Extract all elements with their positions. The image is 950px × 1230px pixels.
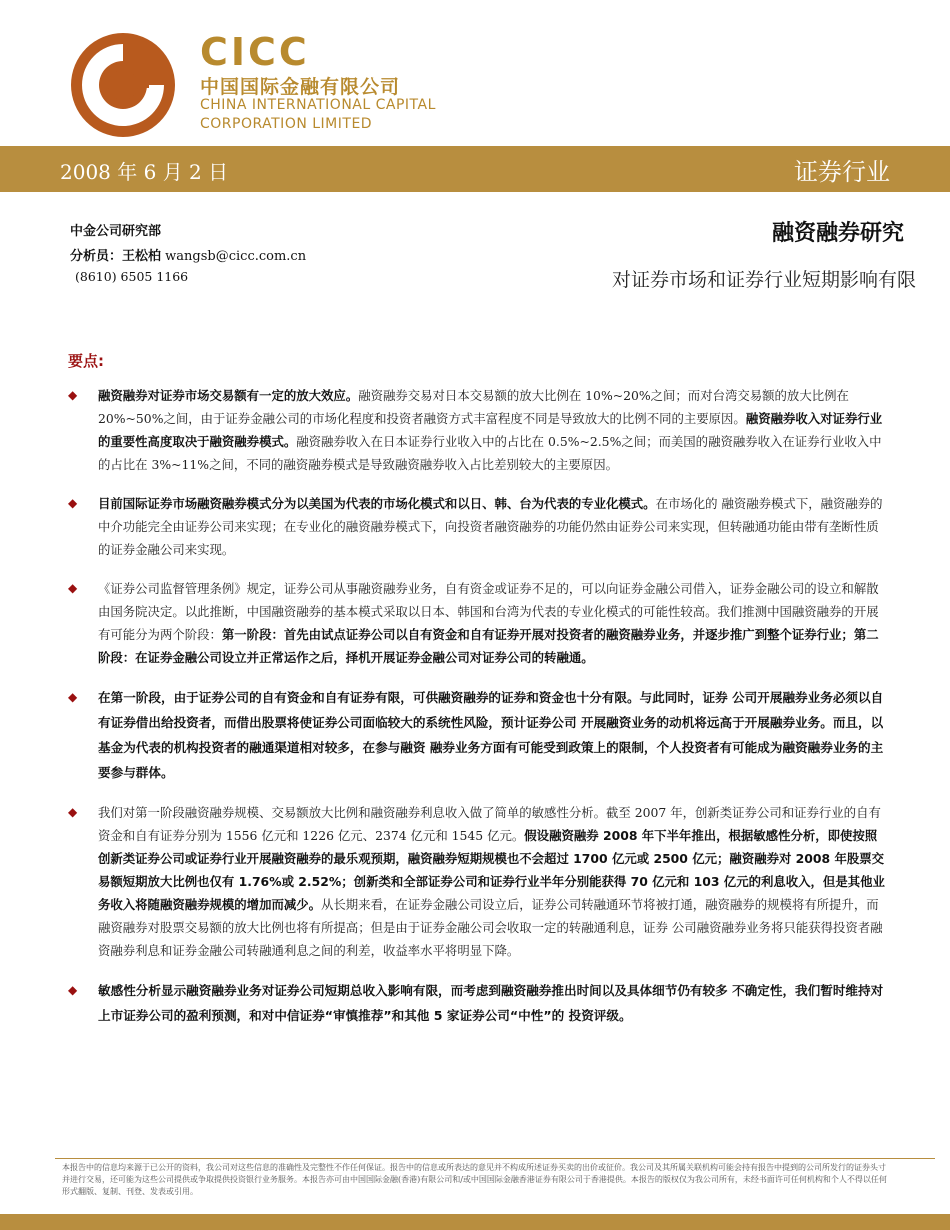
footer-band <box>0 1214 950 1230</box>
diamond-bullet-icon: ◆ <box>68 388 78 402</box>
diamond-bullet-icon: ◆ <box>68 805 78 819</box>
header-band <box>0 146 950 192</box>
analyst-label: 分析员：王松柏 <box>70 249 162 264</box>
diamond-bullet-icon: ◆ <box>68 581 78 595</box>
diamond-bullet-icon: ◆ <box>68 496 78 510</box>
report-title: 融资融券研究 <box>771 221 904 246</box>
cicc-logo-icon <box>68 30 178 140</box>
report-date: 2008 年 6 月 2 日 <box>60 160 229 184</box>
brand-name-en-2: CORPORATION LIMITED <box>200 116 373 132</box>
key-point: ◆ 敏感性分析显示融资融券业务对证券公司短期总收入影响有限，而考虑到融资融券推出时间以及具体细节仍有较多 不确定性，我们暂时维持对上市证券公司的盈利预测，和对中信证券“审慎推荐”和其他 5 家证券公司“中性”的 投资评级。 <box>68 978 888 1028</box>
research-department: 中金公司研究部 <box>70 224 162 239</box>
brand-name-en-1: CHINA INTERNATIONAL CAPITAL <box>200 97 436 113</box>
key-point: ◆ 融资融券对证券市场交易额有一定的放大效应。融资融券交易对日本交易额的放大比例在 10%~20%之间；而对台湾交易额的放大比例在 20%~50%之间，由于证券金融公司的市场化程度和投资者融资方式丰富程度不同是导致放大的比例不同的主要原因。融资融券收入对证券行业的重要性高度取决于融资融券模式。融资融券收入在日本证券行业收入中的占比在 0.5%~2.5%之间；而美国的融资融券收入在证券行业收入中的占比在 3%~11%之间，不同的融资融券模式是导致融资融券收入占比差别较大的主要原因。 <box>68 384 888 476</box>
key-point: ◆ 我们对第一阶段融资融券规模、交易额放大比例和融资融券利息收入做了简单的敏感性分析。截至 2007 年，创新类证券公司和证券行业的自有资金和自有证券分别为 1556 亿元和 1226 亿元、2374 亿元和 1545 亿元。假设融资融券 2008 年下半年推出，根据敏感性分析，即使按照创新类证券公司或证券行业开展融资融券的最乐观预期，融资融券短期规模也不会超过 1700 亿元或 2500 亿元；融资融券对 2008 年股票交易额短期放大比例也仅有 1.76%或 2.52%；创新类和全部证券公司和证券行业半年分别能获得 70 亿元和 103 亿元的利息收入，但是其他业务收入将随融资融券规模的增加而减少。从长期来看，在证券金融公司设立后，证券公司转融通环节将被打通，融资融券的规模将有所提升，而融资融券对股票交易额的放大比例也将有所提高；但是由于证券金融公司会收取一定的转融通利息，证券 公司融资融券业务将只能获得投资者融资融券利息和证券金融公司转融通利息之间的利差，收益率水平将明显下降。 <box>68 801 888 962</box>
disclaimer: 本报告中的信息均来源于已公开的资料，我公司对这些信息的准确性及完整性不作任何保证。报告中的信息或所表达的意见并不构成所述证券买卖的出价或征价。我公司及其所属关联机构可能会持有报告中提到的公司所发行的证券头寸并进行交易，还可能为这些公司提供或争取提供投资银行业务服务。本报告亦可由中国国际金融(香港)有限公司和/或中国国际金融香港证券有限公司于香港提供。本报告的版权仅为我公司所有，未经书面许可任何机构和个人不得以任何形式翻版、复制、刊登、发表或引用。 <box>62 1163 887 1196</box>
sector-label: 证券行业 <box>794 158 890 186</box>
key-point: ◆ 目前国际证券市场融资融券模式分为以美国为代表的市场化模式和以日、韩、台为代表的专业化模式。在市场化的 融资融券模式下，融资融券的中介功能完全由证券公司来实现；在专业化的融资融券模式下，向投资者融资融券的功能仍然由证券公司来实现，但转融通功能由带有垄断性质的证券金融公司来实现。 <box>68 492 888 561</box>
diamond-bullet-icon: ◆ <box>68 983 78 997</box>
brand-name: CICC <box>200 30 310 74</box>
key-point: ◆ 《证券公司监督管理条例》规定，证券公司从事融资融券业务，自有资金或证券不足的，可以向证券金融公司借入，证券金融公司的设立和解散由国务院决定。以此推断，中国融资融券的基本模式采取以日本、韩国和台湾为代表的专业化模式的可能性较高。我们推测中国融资融券的开展有可能分为两个阶段：第一阶段：首先由试点证券公司以自有资金和自有证券开展对投资者的融资融券业务，并逐步推广到整个证券行业；第二阶段：在证券金融公司设立并正常运作之后，择机开展证券金融公司对证券公司的转融通。 <box>68 577 888 669</box>
key-point: ◆ 在第一阶段，由于证券公司的自有资金和自有证券有限，可供融资融券的证券和资金也十分有限。与此同时，证券 公司开展融券业务必须以自有证券借出给投资者，而借出股票将使证券公司面临较大的系统性风险，预计证券公司 开展融资业务的动机将远高于开展融券业务。而且，以基金为代表的机构投资者的融通渠道相对较多，在参与融资 融券业务方面有可能受到政策上的限制，个人投资者有可能成为融资融券业务的主要参与群体。 <box>68 685 888 785</box>
analyst-email: wangsb@cicc.com.cn <box>165 249 307 264</box>
diamond-bullet-icon: ◆ <box>68 690 78 704</box>
key-points-heading: 要点: <box>68 352 104 370</box>
report-subtitle: 对证券市场和证券行业短期影响有限 <box>611 269 916 291</box>
analyst-phone: (8610) 6505 1166 <box>75 269 189 284</box>
key-points <box>68 384 888 1044</box>
brand-name-cn: 中国国际金融有限公司 <box>200 76 401 98</box>
footer-divider <box>55 1158 935 1159</box>
analyst-info <box>70 245 306 264</box>
